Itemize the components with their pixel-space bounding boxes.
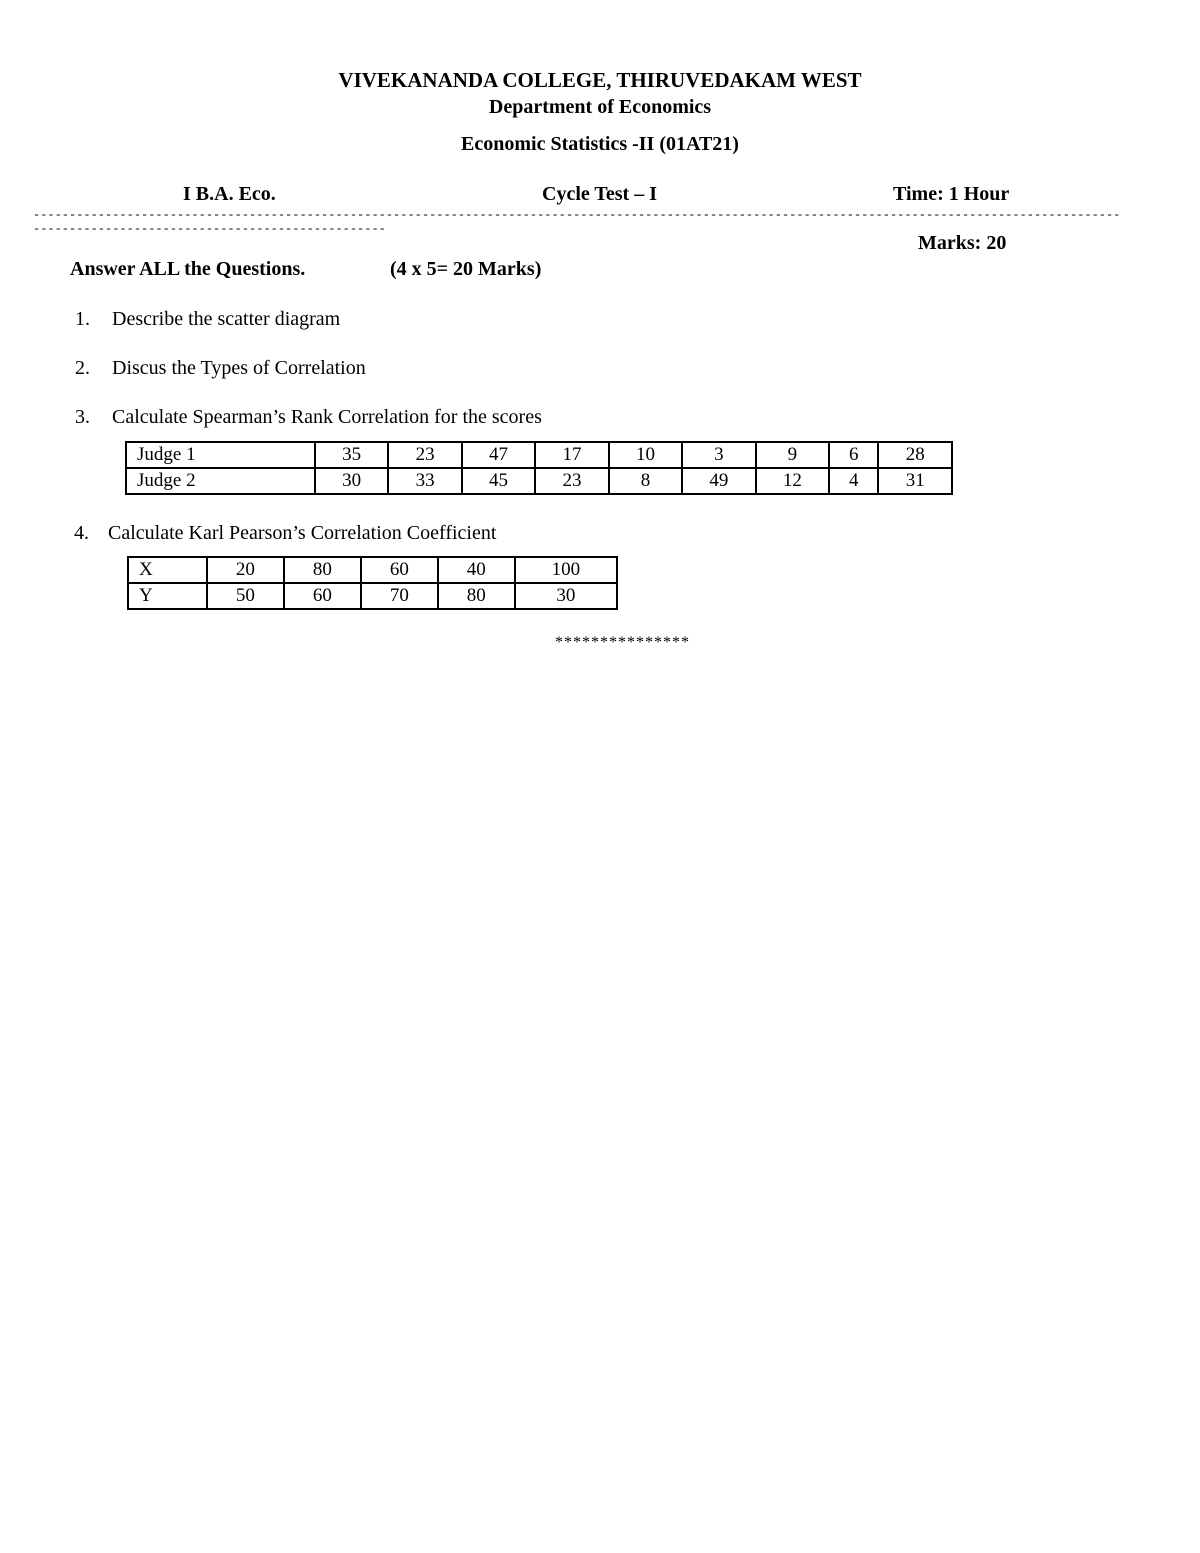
time-label: Time: 1 Hour (893, 183, 1010, 205)
table-cell: 80 (438, 583, 515, 609)
end-of-paper-stars: *************** (555, 634, 690, 651)
question-1-text: Describe the scatter diagram (112, 308, 341, 330)
table-cell: 6 (829, 442, 878, 468)
rank-correlation-table (125, 441, 953, 495)
table-cell: 40 (438, 557, 515, 583)
table-cell: 28 (878, 442, 952, 468)
table-cell: 70 (361, 583, 438, 609)
table-cell: 45 (462, 468, 535, 494)
question-3-number: 3. (75, 406, 90, 428)
table-cell: 23 (535, 468, 608, 494)
table-cell: 3 (682, 442, 755, 468)
question-1-number: 1. (75, 308, 90, 330)
dashed-divider: -------------------------------------------------------------------------------------------------------------------------------------------------------------------------------------------------------- (33, 208, 1121, 236)
table-cell: 35 (315, 442, 388, 468)
question-3-text: Calculate Spearman’s Rank Correlation for the scores (112, 406, 542, 428)
table-cell: 80 (284, 557, 361, 583)
row-label: X (128, 557, 207, 583)
table-cell: 100 (515, 557, 617, 583)
table-cell: 49 (682, 468, 755, 494)
table-cell: 17 (535, 442, 608, 468)
table-cell: 31 (878, 468, 952, 494)
rank-table-row (126, 442, 952, 468)
college-name: VIVEKANANDA COLLEGE, THIRUVEDAKAM WEST (338, 68, 862, 92)
question-2-text: Discus the Types of Correlation (112, 357, 366, 379)
instruction-marks: (4 x 5= 20 Marks) (390, 258, 542, 280)
table-cell: 10 (609, 442, 682, 468)
subject-title: Economic Statistics -II (01AT21) (461, 133, 739, 155)
table-cell: 50 (207, 583, 284, 609)
instruction-text: Answer ALL the Questions. (70, 258, 306, 280)
table-cell: 4 (829, 468, 878, 494)
question-4-text: Calculate Karl Pearson’s Correlation Coefficient (108, 522, 497, 544)
table-cell: 23 (388, 442, 461, 468)
table-cell: 60 (284, 583, 361, 609)
table-cell: 47 (462, 442, 535, 468)
table-cell: 8 (609, 468, 682, 494)
table-cell: 20 (207, 557, 284, 583)
table-cell: 30 (515, 583, 617, 609)
marks-label: Marks: 20 (918, 232, 1007, 254)
rank-table-row (126, 468, 952, 494)
table-cell: 60 (361, 557, 438, 583)
table-cell: 9 (756, 442, 829, 468)
table-cell: 33 (388, 468, 461, 494)
row-label: Judge 1 (126, 442, 315, 468)
test-label: Cycle Test – I (542, 183, 657, 205)
question-2-number: 2. (75, 357, 90, 379)
pearson-table-row (128, 557, 617, 583)
pearson-table-row (128, 583, 617, 609)
question-4-number: 4. (74, 522, 89, 544)
class-label: I B.A. Eco. (183, 183, 276, 205)
row-label: Judge 2 (126, 468, 315, 494)
pearson-correlation-table (127, 556, 618, 610)
row-label: Y (128, 583, 207, 609)
table-cell: 12 (756, 468, 829, 494)
table-cell: 30 (315, 468, 388, 494)
department-name: Department of Economics (488, 96, 712, 118)
